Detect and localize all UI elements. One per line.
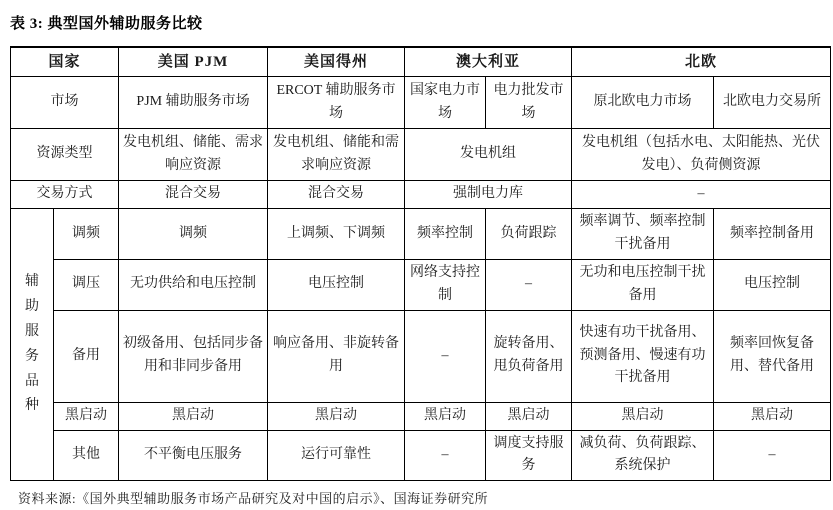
table-row-reserve xyxy=(11,310,831,402)
cell-voltage-au1: 网络支持控制 xyxy=(405,259,486,310)
cell-reserve-texas: 响应备用、非旋转备用 xyxy=(268,310,405,402)
cell-blackstart-au1: 黑启动 xyxy=(405,402,486,430)
cell-resource-texas: 发电机组、储能和需求响应资源 xyxy=(268,129,405,181)
row-label-voltage: 调压 xyxy=(54,259,119,310)
table-row-market xyxy=(11,77,831,129)
cell-frequency-texas: 上调频、下调频 xyxy=(268,209,405,259)
table-row-trading-mode xyxy=(11,181,831,209)
cell-trading-texas: 混合交易 xyxy=(268,181,405,209)
cell-other-au2: 调度支持服务 xyxy=(486,430,572,480)
row-label-market: 市场 xyxy=(11,77,119,129)
row-label-other: 其他 xyxy=(54,430,119,480)
col-header-australia: 澳大利亚 xyxy=(405,47,572,77)
cell-frequency-au1: 频率控制 xyxy=(405,209,486,259)
cell-voltage-texas: 电压控制 xyxy=(268,259,405,310)
col-header-us-texas: 美国得州 xyxy=(268,47,405,77)
cell-voltage-pjm: 无功供给和电压控制 xyxy=(119,259,268,310)
cell-other-texas: 运行可靠性 xyxy=(268,430,405,480)
cell-trading-pjm: 混合交易 xyxy=(119,181,268,209)
cell-market-nordic1: 原北欧电力市场 xyxy=(572,77,714,129)
vertical-group-label: 辅助服务品种 xyxy=(25,273,39,414)
row-label-frequency: 调频 xyxy=(54,209,119,259)
cell-resource-au: 发电机组 xyxy=(405,129,572,181)
cell-blackstart-nordic1: 黑启动 xyxy=(572,402,714,430)
cell-other-nordic2: – xyxy=(714,430,831,480)
cell-blackstart-nordic2: 黑启动 xyxy=(714,402,831,430)
cell-other-au1: – xyxy=(405,430,486,480)
col-header-us-pjm: 美国 PJM xyxy=(119,47,268,77)
cell-blackstart-au2: 黑启动 xyxy=(486,402,572,430)
cell-market-pjm: PJM 辅助服务市场 xyxy=(119,77,268,129)
table-row-frequency-regulation xyxy=(11,209,831,259)
cell-frequency-pjm: 调频 xyxy=(119,209,268,259)
cell-trading-au: 强制电力库 xyxy=(405,181,572,209)
row-group-label-service-types xyxy=(11,209,54,481)
cell-blackstart-pjm: 黑启动 xyxy=(119,402,268,430)
table-row-black-start xyxy=(11,402,831,430)
row-label-trading-mode: 交易方式 xyxy=(11,181,119,209)
cell-market-texas: ERCOT 辅助服务市场 xyxy=(268,77,405,129)
row-label-resource-type: 资源类型 xyxy=(11,129,119,181)
table-header-row xyxy=(11,47,831,77)
col-header-nordic: 北欧 xyxy=(572,47,831,77)
cell-voltage-nordic2: 电压控制 xyxy=(714,259,831,310)
table-row-voltage-regulation xyxy=(11,259,831,310)
cell-other-pjm: 不平衡电压服务 xyxy=(119,430,268,480)
row-label-black-start: 黑启动 xyxy=(54,402,119,430)
cell-resource-nordic: 发电机组（包括水电、太阳能热、光伏发电）、负荷侧资源 xyxy=(572,129,831,181)
cell-reserve-au1: – xyxy=(405,310,486,402)
cell-blackstart-texas: 黑启动 xyxy=(268,402,405,430)
cell-frequency-au2: 负荷跟踪 xyxy=(486,209,572,259)
cell-voltage-nordic1: 无功和电压控制干扰备用 xyxy=(572,259,714,310)
col-header-country: 国家 xyxy=(11,47,119,77)
cell-trading-nordic: – xyxy=(572,181,831,209)
table-title: 表 3: 典型国外辅助服务比较 xyxy=(10,16,203,32)
row-label-reserve: 备用 xyxy=(54,310,119,402)
cell-reserve-pjm: 初级备用、包括同步备用和非同步备用 xyxy=(119,310,268,402)
cell-reserve-au2: 旋转备用、甩负荷备用 xyxy=(486,310,572,402)
cell-resource-pjm: 发电机组、储能、需求响应资源 xyxy=(119,129,268,181)
cell-other-nordic1: 减负荷、负荷跟踪、系统保护 xyxy=(572,430,714,480)
ancillary-services-comparison-table xyxy=(10,46,831,481)
cell-voltage-au2: – xyxy=(486,259,572,310)
cell-reserve-nordic1: 快速有功干扰备用、预测备用、慢速有功干扰备用 xyxy=(572,310,714,402)
cell-reserve-nordic2: 频率回恢复备用、替代备用 xyxy=(714,310,831,402)
cell-market-nordic2: 北欧电力交易所 xyxy=(714,77,831,129)
cell-frequency-nordic1: 频率调节、频率控制干扰备用 xyxy=(572,209,714,259)
source-note: 资料来源:《国外典型辅助服务市场产品研究及对中国的启示》、国海证券研究所 xyxy=(18,490,489,506)
cell-frequency-nordic2: 频率控制备用 xyxy=(714,209,831,259)
table-row-other xyxy=(11,430,831,480)
cell-market-au1: 国家电力市场 xyxy=(405,77,486,129)
table-row-resource-type xyxy=(11,129,831,181)
cell-market-au2: 电力批发市场 xyxy=(486,77,572,129)
